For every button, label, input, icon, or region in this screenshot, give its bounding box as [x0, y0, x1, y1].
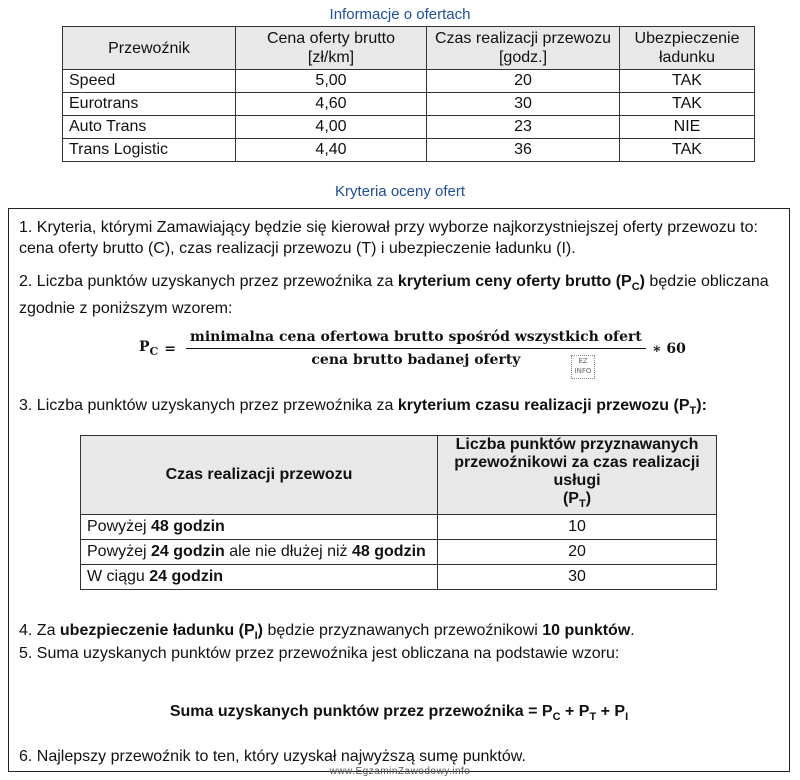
criterion-3-sub: T [689, 405, 697, 418]
price-cell: 4,40 [236, 139, 427, 162]
time-range-cell [81, 540, 438, 565]
points-header-l4-text: (P [562, 490, 579, 508]
criterion-2 [19, 271, 781, 319]
offers-table [62, 26, 755, 162]
points-value: 20 [438, 540, 717, 565]
offers-title: Informacje o ofertach [329, 6, 471, 23]
criterion-4-sub: I [254, 630, 258, 643]
header-time-l2: [godz.] [498, 49, 548, 66]
header-carrier: Przewoźnik [63, 27, 236, 70]
points-value: 10 [438, 515, 717, 540]
table-row [81, 565, 717, 590]
time-cell: 30 [427, 93, 620, 116]
points-header-score [438, 436, 717, 515]
time-cell: 20 [427, 70, 620, 93]
criterion-2-bold-text: kryterium ceny oferty brutto (P [397, 273, 632, 290]
range-bold-1: 24 godzin [149, 568, 224, 585]
time-range-cell [81, 515, 438, 540]
criterion-2-rest: będzie obliczana zgodnie z poniższym wzorem: [19, 273, 769, 318]
table-row [81, 540, 717, 565]
header-time-l1: Czas realizacji przewozu [434, 30, 612, 47]
criterion-4-text: 4. Za [19, 622, 60, 639]
header-price-l2: [zł/km] [307, 49, 355, 66]
criterion-5: 5. Suma uzyskanych punktów przez przewoźnika jest obliczana na podstawie wzoru: [19, 645, 620, 662]
price-cell: 4,60 [236, 93, 427, 116]
time-range-cell [81, 565, 438, 590]
range-bold-1: 48 godzin [151, 518, 225, 535]
header-time [427, 27, 620, 70]
formula-multiplier: ∗ 60 [651, 340, 686, 357]
sum-formula [9, 703, 789, 723]
points-header-l4-sub: T [578, 498, 586, 511]
points-header-row [81, 436, 717, 515]
range-mid: ale nie dłużej niż [224, 543, 352, 560]
criterion-2-sub: C [631, 281, 640, 294]
criterion-4-bold-text: ubezpieczenie ładunku (P [59, 622, 255, 639]
price-cell: 4,00 [236, 116, 427, 139]
formula-equals: = [164, 340, 177, 357]
points-header-l2: przewoźnikowi za czas realizacji [454, 454, 700, 472]
points-header-l3: usługi [553, 472, 601, 490]
formula-lhs [139, 339, 158, 358]
criterion-3-bold-end: ): [696, 397, 707, 414]
price-cell: 5,00 [236, 70, 427, 93]
header-ins-l2: ładunku [658, 49, 716, 66]
range-prefix: Powyżej [87, 543, 152, 560]
points-header-l1: Liczba punktów przyznawanych [455, 436, 699, 454]
criterion-3-text: 3. Liczba punktów uzyskanych przez przewoźnika za [19, 397, 398, 414]
price-formula [139, 329, 686, 368]
insurance-cell: NIE [620, 116, 755, 139]
site-footer: www.EgzaminZawodowy.info [329, 766, 471, 777]
table-row [81, 515, 717, 540]
criterion-3-bold-text: kryterium czasu realizacji przewozu (P [397, 397, 690, 414]
carrier-name: Eurotrans [63, 93, 236, 116]
header-insurance [620, 27, 755, 70]
sum-text: Suma uzyskanych punktów przez przewoźnika = P [169, 703, 553, 720]
criterion-1: 1. Kryteria, którymi Zamawiający będzie się kierował przy wyborze najkorzystniejszej oferty przewozu to: cena oferty brutto (C), czas realizacji przewozu (T) i ubezpieczenie ładunku (I). [19, 219, 758, 257]
formula-numerator: minimalna cena ofertowa brutto spośród wszystkich ofert [186, 329, 646, 349]
time-cell: 23 [427, 116, 620, 139]
time-points-table [80, 435, 717, 590]
header-price [236, 27, 427, 70]
carrier-name: Auto Trans [63, 116, 236, 139]
range-bold-1: 24 godzin [151, 543, 225, 560]
criterion-6: 6. Najlepszy przewoźnik to ten, który uzyskał najwyższą sumę punktów. [19, 748, 526, 765]
sum-plus-1: + P [560, 703, 590, 720]
header-price-l1: Cena oferty brutto [266, 30, 396, 47]
criterion-4-bold2: 10 punktów [542, 622, 631, 639]
carrier-name: Speed [63, 70, 236, 93]
insurance-cell: TAK [620, 139, 755, 162]
formula-denominator: cena brutto badanej oferty [311, 352, 521, 368]
criteria-title: Kryteria oceny ofert [334, 183, 466, 200]
insurance-cell: TAK [620, 93, 755, 116]
sum-sub-c: C [552, 711, 561, 724]
points-value: 30 [438, 565, 717, 590]
sum-sub-t: T [589, 711, 597, 724]
criterion-4-mid: będzie przyznawanych przewoźnikowi [263, 622, 543, 639]
criterion-3-bold [397, 397, 707, 418]
points-header-l4-end: ) [585, 490, 592, 508]
criteria-box [8, 208, 790, 772]
carrier-name: Trans Logistic [63, 139, 236, 162]
table-row [63, 116, 755, 139]
range-prefix: W ciągu [87, 568, 150, 585]
range-bold-2: 48 godzin [352, 543, 426, 560]
criterion-4-bold [59, 622, 263, 643]
header-ins-l1: Ubezpieczenie [634, 30, 740, 47]
table-row [63, 93, 755, 116]
sum-plus-2: + P [596, 703, 626, 720]
ez-info-stamp: EZ INFO [571, 355, 595, 379]
sum-sub-i: I [625, 711, 629, 724]
points-header-l4 [562, 490, 592, 511]
criterion-2-bold-end: ) [639, 273, 645, 290]
formula-lhs-text: P [139, 339, 150, 356]
criterion-3 [19, 395, 781, 422]
range-prefix: Powyżej [87, 518, 152, 535]
time-cell: 36 [427, 139, 620, 162]
criterion-4-bold-end: ) [257, 622, 263, 639]
formula-lhs-sub: C [149, 344, 159, 358]
criterion-2-text: 2. Liczba punktów uzyskanych przez przewoźnika za [19, 273, 398, 290]
offers-header-row [63, 27, 755, 70]
table-row [63, 139, 755, 162]
insurance-cell: TAK [620, 70, 755, 93]
points-header-time: Czas realizacji przewozu [81, 436, 438, 515]
criterion-2-bold [397, 273, 645, 294]
table-row [63, 70, 755, 93]
criterion-4-end: . [630, 622, 635, 639]
